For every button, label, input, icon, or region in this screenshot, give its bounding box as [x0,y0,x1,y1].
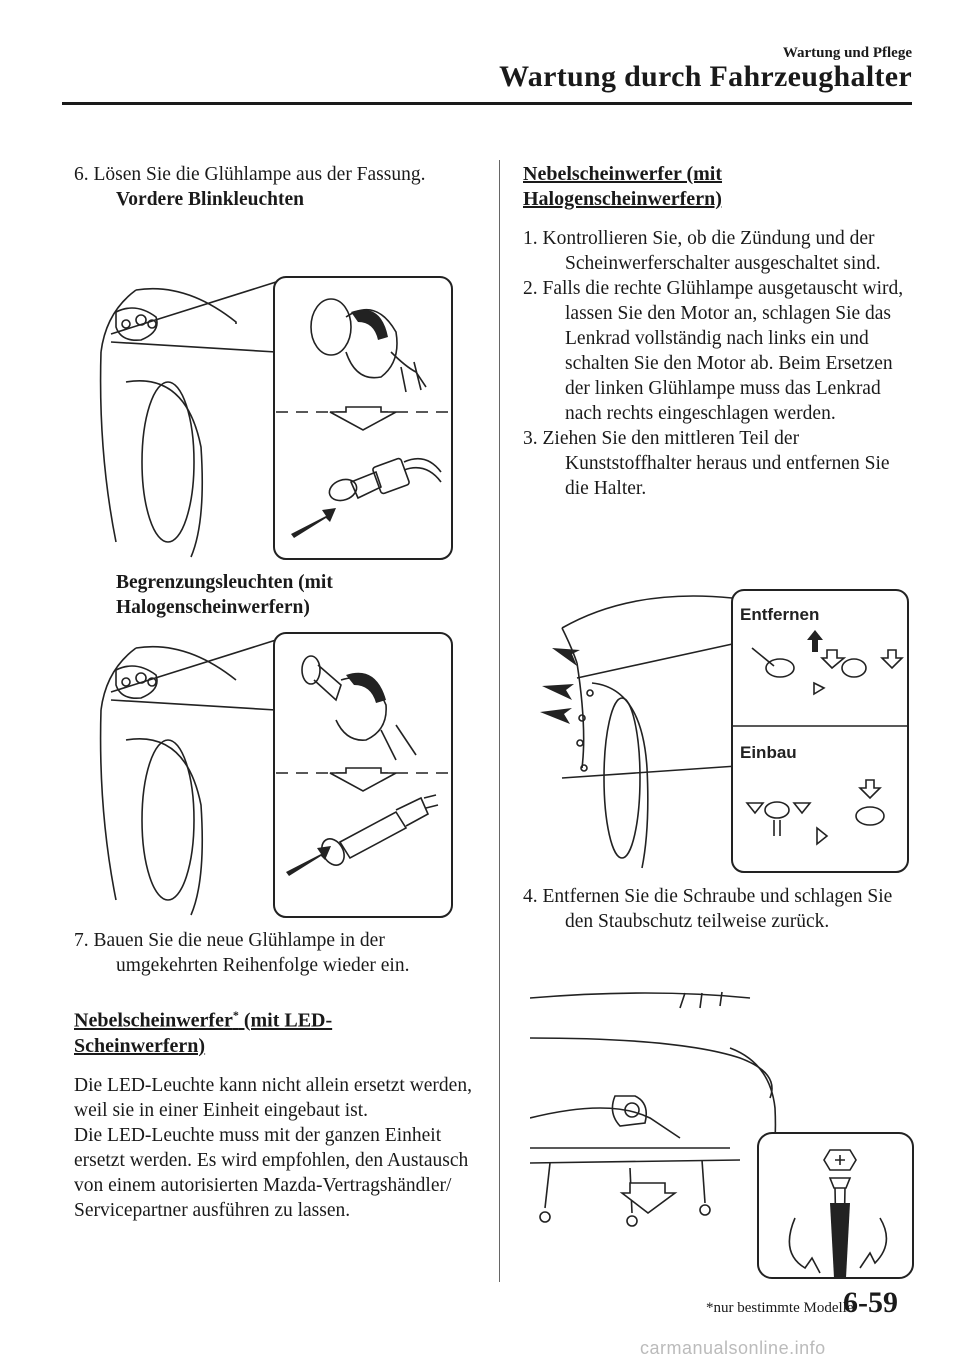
header-rule [62,102,912,105]
label-install: Einbau [740,743,797,762]
led-paragraph-2: Die LED-Leuchte muss mit der ganzen Einheit ersetzt werden. Es wird empfohlen, den Austausch von einem autorisierten Mazda-Vertragshändler/ Servicepartner ausführen zu lassen. [74,1124,469,1221]
led-fog-heading [74,1003,474,1059]
position-lights-heading-block [74,570,474,620]
led-paragraph-1: Die LED-Leuchte kann nicht allein ersetzt werden, weil sie in einer Einheit eingebaut ist. [74,1074,472,1121]
step-4-block [523,884,918,934]
step-6-block [74,162,474,212]
step-6: 6. Lösen Sie die Glühlampe aus der Fassung. [74,164,426,185]
right-step-4: 4. Entfernen Sie die Schraube und schlagen Sie den Staubschutz teilweise zurück. [523,886,893,932]
figure-front-blinker [96,272,456,562]
sub-heading-position-lights-line1: Begrenzungsleuchten (mit [116,572,333,593]
right-step-2: 2. Falls die rechte Glühlampe ausgetauscht wird, lassen Sie den Motor an, schlagen Sie das Lenkrad vollständig nach links ein und schalten Sie den Motor ab. Beim Ersetzen der linken Glühlampe muss das Lenkrad nach rechts eingeschlagen werden. [523,278,904,424]
watermark: carmanualsonline.info [640,1338,826,1358]
footnote-star: * [232,1008,239,1022]
figure-screw-removal [530,988,915,1280]
sub-heading-front-blinkers: Vordere Blinkleuchten [116,189,304,210]
led-heading-part2: (mit LED- [238,1009,333,1032]
right-step-1: 1. Kontrollieren Sie, ob die Zündung und der Scheinwerferschalter ausgeschaltet sind. [523,228,881,274]
halogen-fog-heading [523,162,918,212]
column-divider [499,160,500,1282]
footnote: *nur bestimmte Modelle [706,1300,854,1316]
led-heading-part3: Scheinwerfern) [74,1034,206,1057]
page-number: 6-59 [843,1286,898,1319]
halogen-heading-line2: Halogenscheinwerfern) [523,188,722,210]
led-fog-section [74,1003,474,1223]
step-7-block [74,928,474,978]
label-remove: Entfernen [740,605,820,624]
step-7: 7. Bauen Sie die neue Glühlampe in der umgekehrten Reihenfolge wieder ein. [74,930,410,976]
page-title: Wartung durch Fahrzeughalter [499,60,912,93]
section-title: Wartung und Pflege [782,45,912,61]
figure-clip-removal [532,588,910,874]
right-step-3: 3. Ziehen Sie den mittleren Teil der Kunststoffhalter heraus und entfernen Sie die Halter. [523,428,890,499]
led-heading-part1: Nebelscheinwerfer [74,1009,233,1032]
sub-heading-position-lights-line2: Halogenscheinwerfern) [116,597,310,618]
halogen-fog-section [523,162,918,501]
figure-position-light [96,630,456,920]
halogen-heading-line1: Nebelscheinwerfer (mit [523,163,723,185]
